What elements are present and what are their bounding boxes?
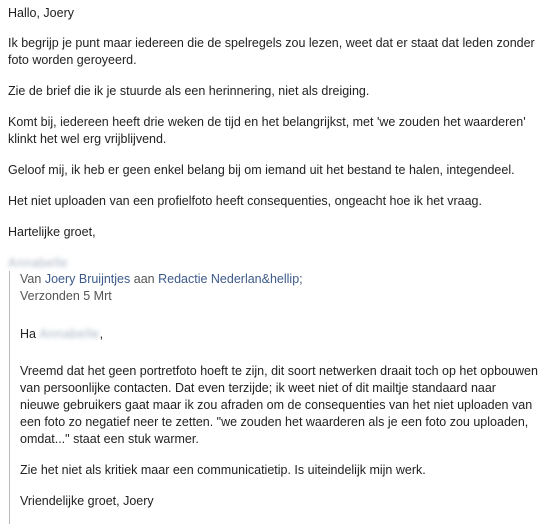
reply-paragraph: Ik begrijp je punt maar iedereen die de spelregels zou lezen, weet dat er staat dat leden zonder foto worden geroyeerd. (8, 36, 535, 67)
reply-paragraph: Het niet uploaden van een profielfoto heeft consequenties, ongeacht hoe ik het vraag. (8, 194, 482, 208)
email-reply-body (8, 5, 536, 290)
redacted-recipient-name: Annabelle (39, 327, 100, 341)
quoted-header (20, 271, 538, 288)
quoted-greeting: Ha Annabelle, (20, 327, 104, 341)
sent-date: Verzonden 5 Mrt (20, 289, 112, 303)
reply-paragraph: Komt bij, iedereen heeft drie weken de tijd en het belangrijkst, met 'we zouden het waarderen' klinkt het wel erg vrijblijvend. (8, 115, 526, 146)
recipient-name[interactable]: Redactie Nederlan&hellip; (158, 272, 303, 286)
quoted-paragraph: Zie het niet als kritiek maar een communicatietip. Is uiteindelijk mijn werk. (20, 463, 426, 477)
reply-greeting: Hallo, Joery (8, 6, 74, 20)
sender-name[interactable]: Joery Bruijntjes (44, 272, 131, 286)
redacted-signature-name: Annabelle (8, 256, 69, 270)
reply-closing: Hartelijke groet, (8, 225, 96, 239)
reply-paragraph: Zie de brief die ik je stuurde als een herinnering, niet als dreiging. (8, 84, 370, 98)
to-prefix: aan (133, 272, 155, 286)
reply-signature-redacted (8, 255, 536, 272)
quoted-greeting-prefix: Ha (20, 327, 36, 341)
from-prefix: Van (20, 272, 42, 286)
quoted-paragraph: Vreemd dat het geen portretfoto hoeft te zijn, dit soort netwerken draait toch op het opbouwen van persoonlijke contacten. Dat even terzijde; ik weet niet of dit mailtje standaard naar nieuwe gebruikers gaat maar ik zou afraden om de consequenties van het niet uploaden van een foto zo negatief neer te zetten. "we zouden het waarderen als je een foto zou uploaden, omdat..." staat een stuk warmer. (20, 364, 538, 446)
reply-paragraph: Geloof mij, ik heb er geen enkel belang bij om iemand uit het bestand te halen, integendeel. (8, 163, 515, 177)
quoted-message (9, 271, 538, 524)
quoted-closing: Vriendelijke groet, Joery (20, 494, 154, 508)
